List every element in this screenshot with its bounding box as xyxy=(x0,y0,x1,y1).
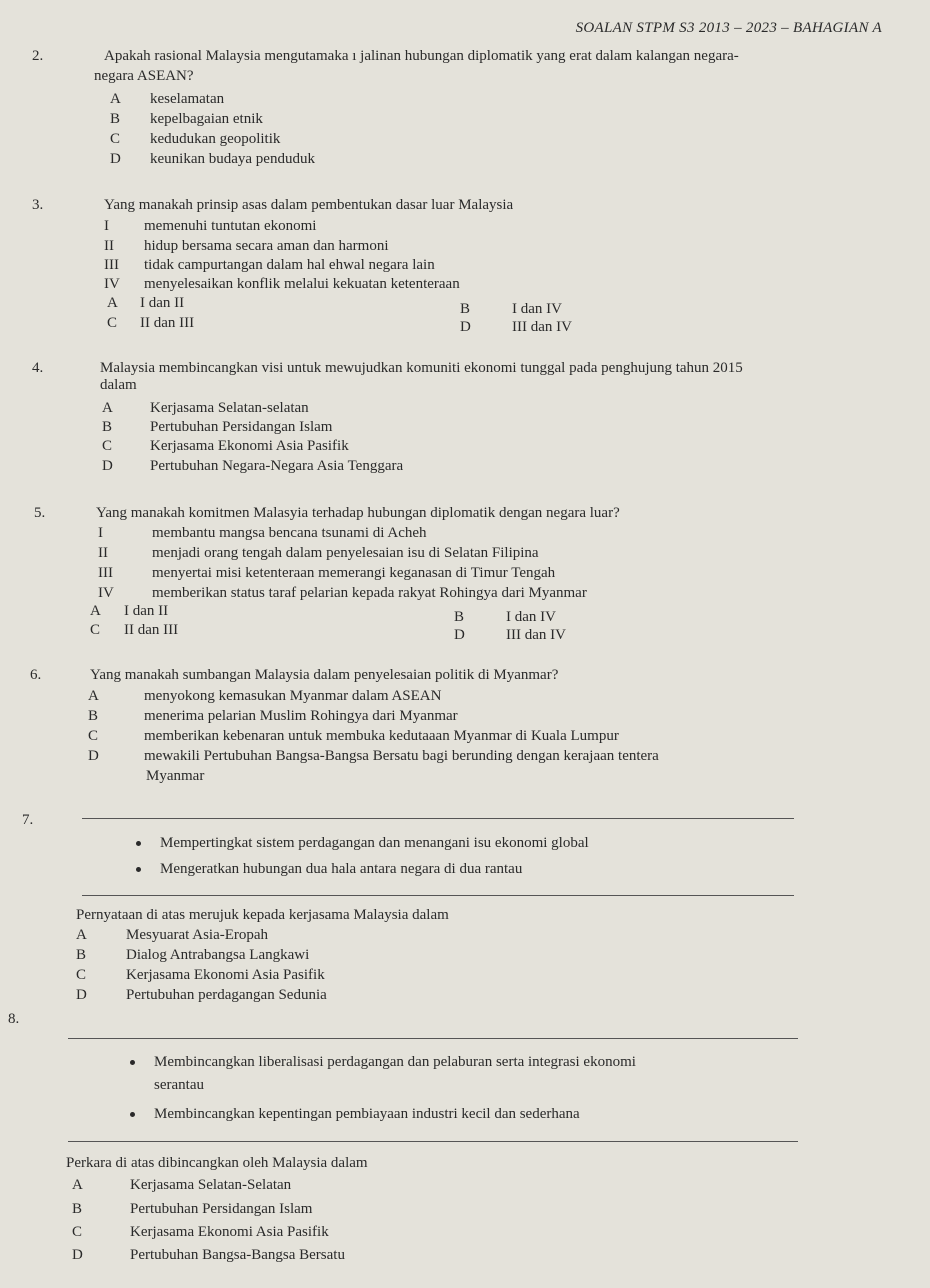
option-text: Kerjasama Selatan-selatan xyxy=(150,400,309,416)
option-text: kedudukan geopolitik xyxy=(150,131,281,147)
option-letter: D xyxy=(460,319,471,335)
question-2 xyxy=(32,47,892,177)
option-letter: C xyxy=(76,967,87,983)
question-3 xyxy=(32,196,892,336)
statement-bullet-1: Mempertingkat sistem perdagangan dan menangani isu ekonomi global xyxy=(160,835,589,851)
question-7 xyxy=(22,811,902,1011)
question-number: 7. xyxy=(22,812,34,828)
option-text: memberikan kebenaran untuk membuka kedutaaan Myanmar di Kuala Lumpur xyxy=(144,728,619,744)
question-5 xyxy=(34,504,894,649)
option-text: menerima pelarian Muslim Rohingya dari Myanmar xyxy=(144,708,458,724)
statement-text: menyertai misi ketenteraan memerangi keganasan di Timur Tengah xyxy=(152,565,556,581)
question-stem: Pernyataan di atas merujuk kepada kerjasama Malaysia dalam xyxy=(76,907,449,923)
option-text: Mesyuarat Asia-Eropah xyxy=(126,927,269,943)
option-letter: A xyxy=(107,295,118,311)
option-letter: C xyxy=(107,315,118,331)
option-letter: C xyxy=(102,438,113,454)
option-letter: C xyxy=(110,131,121,147)
statement-text: membantu mangsa bencana tsunami di Acheh xyxy=(152,525,427,541)
option-text: menyokong kemasukan Myanmar dalam ASEAN xyxy=(144,688,442,704)
option-text: kepelbagaian etnik xyxy=(150,111,263,127)
question-number: 2. xyxy=(32,48,44,64)
option-text: Dialog Antrabangsa Langkawi xyxy=(126,947,310,963)
option-letter: C xyxy=(90,622,101,638)
option-text: I dan II xyxy=(124,603,169,619)
option-d-cont: Myanmar xyxy=(146,768,205,784)
question-number: 5. xyxy=(34,505,46,521)
option-text: Pertubuhan perdagangan Sedunia xyxy=(126,987,327,1003)
question-number: 3. xyxy=(32,197,44,213)
statement-bullet-1-cont: serantau xyxy=(154,1077,204,1093)
question-6 xyxy=(30,666,900,791)
option-text: Pertubuhan Persidangan Islam xyxy=(150,419,333,435)
option-text: I dan IV xyxy=(506,609,556,625)
roman-numeral: IV xyxy=(98,585,114,601)
option-letter: D xyxy=(102,458,113,474)
question-stem: Yang manakah komitmen Malasyia terhadap hubungan diplomatik dengan negara luar? xyxy=(96,505,620,521)
option-letter: D xyxy=(72,1247,83,1263)
question-stem: Perkara di atas dibincangkan oleh Malaysia dalam xyxy=(66,1155,368,1171)
option-text: Pertubuhan Persidangan Islam xyxy=(130,1201,313,1217)
option-letter: B xyxy=(110,111,121,127)
roman-numeral: II xyxy=(104,238,114,254)
option-letter: A xyxy=(90,603,101,619)
option-letter: C xyxy=(72,1224,83,1240)
statement-text: memberikan status taraf pelarian kepada rakyat Rohingya dari Myanmar xyxy=(152,585,587,601)
option-text: II dan III xyxy=(124,622,179,638)
option-letter: B xyxy=(102,419,113,435)
option-letter: A xyxy=(110,91,121,107)
option-text: Pertubuhan Bangsa-Bangsa Bersatu xyxy=(130,1247,345,1263)
question-stem-cont: dalam xyxy=(100,377,137,393)
statement-text: menjadi orang tengah dalam penyelesaian isu di Selatan Filipina xyxy=(152,545,539,561)
roman-numeral: III xyxy=(104,257,119,273)
option-text: mewakili Pertubuhan Bangsa-Bangsa Bersatu bagi berunding dengan kerajaan tentera xyxy=(144,748,659,764)
question-number: 4. xyxy=(32,360,44,376)
option-letter: B xyxy=(454,609,465,625)
statement-box xyxy=(82,818,794,896)
statement-bullet-2: Mengeratkan hubungan dua hala antara negara di dua rantau xyxy=(160,861,523,877)
question-stem: Yang manakah sumbangan Malaysia dalam penyelesaian politik di Myanmar? xyxy=(90,667,559,683)
roman-numeral: III xyxy=(98,565,113,581)
option-text: III dan IV xyxy=(512,319,572,335)
option-letter: B xyxy=(72,1201,83,1217)
option-letter: D xyxy=(88,748,99,764)
option-text: Kerjasama Ekonomi Asia Pasifik xyxy=(150,438,349,454)
question-number: 6. xyxy=(30,667,42,683)
roman-numeral: I xyxy=(98,525,103,541)
statement-text: memenuhi tuntutan ekonomi xyxy=(144,218,317,234)
question-stem: Malaysia membincangkan visi untuk mewujudkan komuniti ekonomi tunggal pada penghujung tahun 2015 xyxy=(100,360,743,376)
option-letter: C xyxy=(88,728,99,744)
roman-numeral: IV xyxy=(104,276,120,292)
roman-numeral: II xyxy=(98,545,108,561)
option-letter: A xyxy=(72,1177,83,1193)
question-stem: Yang manakah prinsip asas dalam pembentukan dasar luar Malaysia xyxy=(104,197,514,213)
question-8 xyxy=(8,1010,908,1263)
option-letter: A xyxy=(88,688,99,704)
page-header: SOALAN STPM S3 2013 – 2023 – BAHAGIAN A xyxy=(575,20,882,36)
option-text: Kerjasama Ekonomi Asia Pasifik xyxy=(130,1224,329,1240)
roman-numeral: I xyxy=(104,218,109,234)
option-letter: D xyxy=(454,627,465,643)
statement-bullet-2: Membincangkan kepentingan pembiayaan industri kecil dan sederhana xyxy=(154,1106,580,1122)
option-text: II dan III xyxy=(140,315,195,331)
option-letter: B xyxy=(76,947,87,963)
option-letter: A xyxy=(76,927,87,943)
option-text: I dan II xyxy=(140,295,185,311)
question-4 xyxy=(32,359,902,479)
statement-text: tidak campurtangan dalam hal ehwal negara lain xyxy=(144,257,435,273)
option-letter: B xyxy=(460,301,471,317)
statement-bullet-1: Membincangkan liberalisasi perdagangan dan pelaburan serta integrasi ekonomi xyxy=(154,1054,636,1070)
option-letter: D xyxy=(76,987,87,1003)
option-text: keunikan budaya penduduk xyxy=(150,151,315,167)
option-text: keselamatan xyxy=(150,91,225,107)
statement-text: hidup bersama secara aman dan harmoni xyxy=(144,238,389,254)
option-text: Kerjasama Selatan-Selatan xyxy=(130,1177,292,1193)
question-number: 8. xyxy=(8,1011,20,1027)
question-stem: Apakah rasional Malaysia mengutamaka ı jalinan hubungan diplomatik yang erat dalam kalangan negara- xyxy=(104,48,739,64)
option-text: Kerjasama Ekonomi Asia Pasifik xyxy=(126,967,325,983)
option-text: I dan IV xyxy=(512,301,562,317)
option-letter: B xyxy=(88,708,99,724)
question-stem-cont: negara ASEAN? xyxy=(94,68,194,84)
option-text: III dan IV xyxy=(506,627,566,643)
option-text: Pertubuhan Negara-Negara Asia Tenggara xyxy=(150,458,404,474)
statement-text: menyelesaikan konflik melalui kekuatan ketenteraan xyxy=(144,276,460,292)
option-letter: A xyxy=(102,400,113,416)
option-letter: D xyxy=(110,151,121,167)
